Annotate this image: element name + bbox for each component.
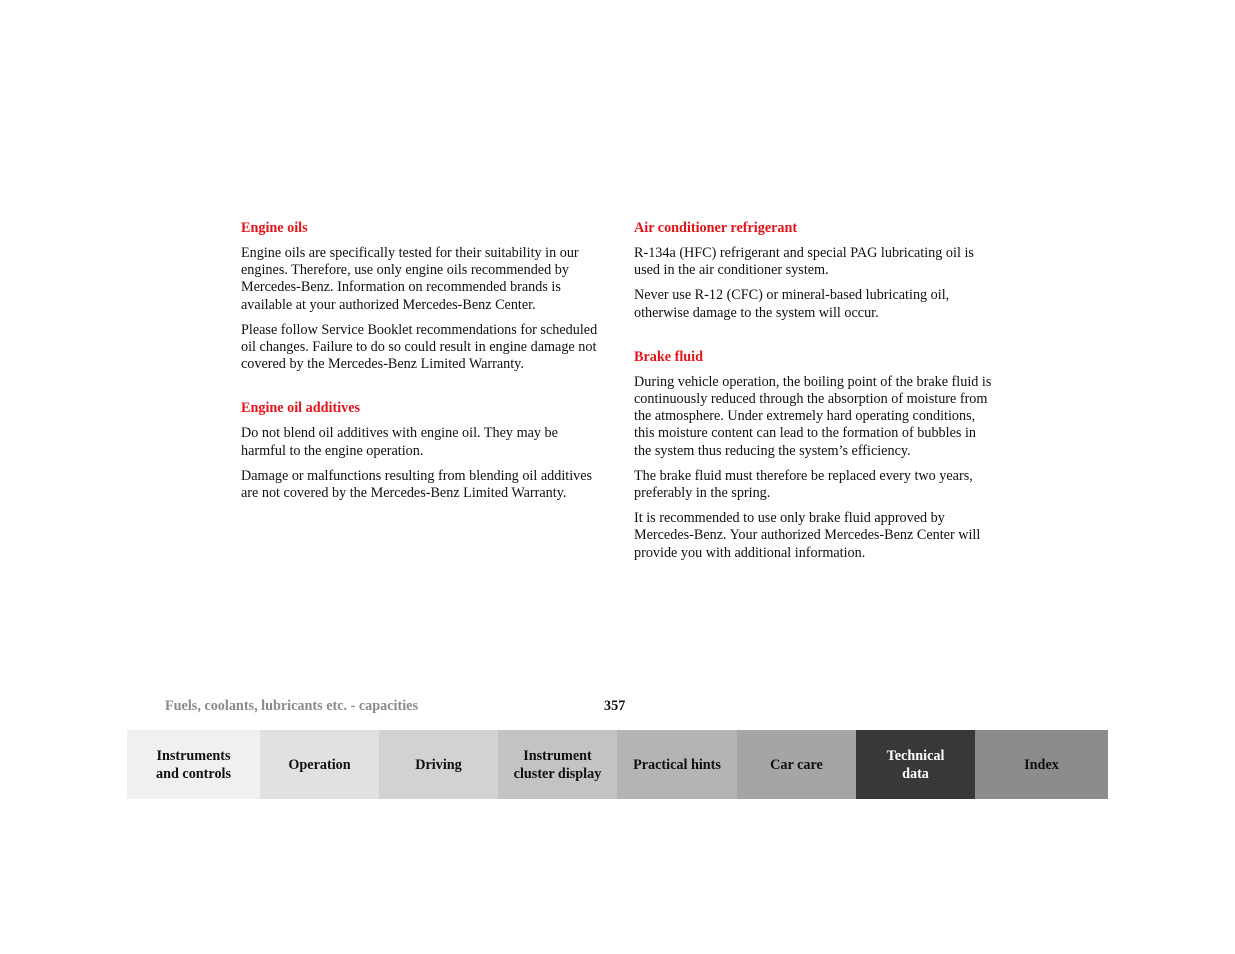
nav-tab-technical-data[interactable]: Technical data (856, 730, 975, 799)
nav-tab-practical-hints[interactable]: Practical hints (617, 730, 737, 799)
right-column (634, 219, 994, 570)
section-heading: Engine oil additives (241, 400, 361, 417)
nav-tab-instrument-cluster-display[interactable]: Instrument cluster display (498, 730, 617, 799)
paragraph: Do not blend oil additives with engine oil. They may be harmful to the engine operation. (241, 425, 558, 459)
paragraph: R-134a (HFC) refrigerant and special PAG lubricating oil is used in the air conditioner system. (634, 245, 974, 279)
footer-section-title: Fuels, coolants, lubricants etc. - capacities (165, 698, 418, 714)
section-brake-fluid (634, 348, 994, 562)
page-number: 357 (604, 698, 626, 714)
paragraph: It is recommended to use only brake fluid approved by Mercedes-Benz. Your authorized Mercedes-Benz Center will provide you with additional information. (634, 510, 981, 561)
paragraph: Engine oils are specifically tested for their suitability in our engines. Therefore, use only engine oils recommended by Mercedes-Benz. Information on recommended brands is available at your authorized Mercedes-Benz Center. (241, 245, 579, 313)
left-column (241, 219, 601, 510)
paragraph: During vehicle operation, the boiling point of the brake fluid is continuously reduced through the absorption of moisture from the atmosphere. Under extremely hard operating conditions, this moisture content can lead to the formation of bubbles in the system thus reducing the system’s efficiency. (634, 373, 992, 459)
nav-tab-operation[interactable]: Operation (260, 730, 379, 799)
nav-tab-index[interactable]: Index (975, 730, 1108, 799)
section-heading: Brake fluid (634, 348, 703, 365)
section-engine-oil-additives (241, 399, 601, 502)
paragraph: Never use R-12 (CFC) or mineral-based lubricating oil, otherwise damage to the system will occur. (634, 287, 950, 321)
nav-tab-driving[interactable]: Driving (379, 730, 498, 799)
paragraph: Please follow Service Booklet recommendations for scheduled oil changes. Failure to do so could result in engine damage not covered by the Mercedes-Benz Limited Warranty. (241, 321, 598, 373)
section-heading: Engine oils (241, 220, 308, 236)
section-engine-oils (241, 219, 601, 373)
paragraph: The brake fluid must therefore be replaced every two years, preferably in the spring. (634, 467, 973, 502)
nav-tab-instruments-and-controls[interactable]: Instruments and controls (127, 730, 260, 799)
paragraph: Damage or malfunctions resulting from blending oil additives are not covered by the Mercedes-Benz Limited Warranty. (241, 467, 593, 502)
chapter-nav-bar (127, 730, 1108, 799)
section-air-conditioner-refrigerant (634, 219, 994, 322)
section-heading: Air conditioner refrigerant (634, 220, 798, 236)
nav-tab-car-care[interactable]: Car care (737, 730, 856, 799)
